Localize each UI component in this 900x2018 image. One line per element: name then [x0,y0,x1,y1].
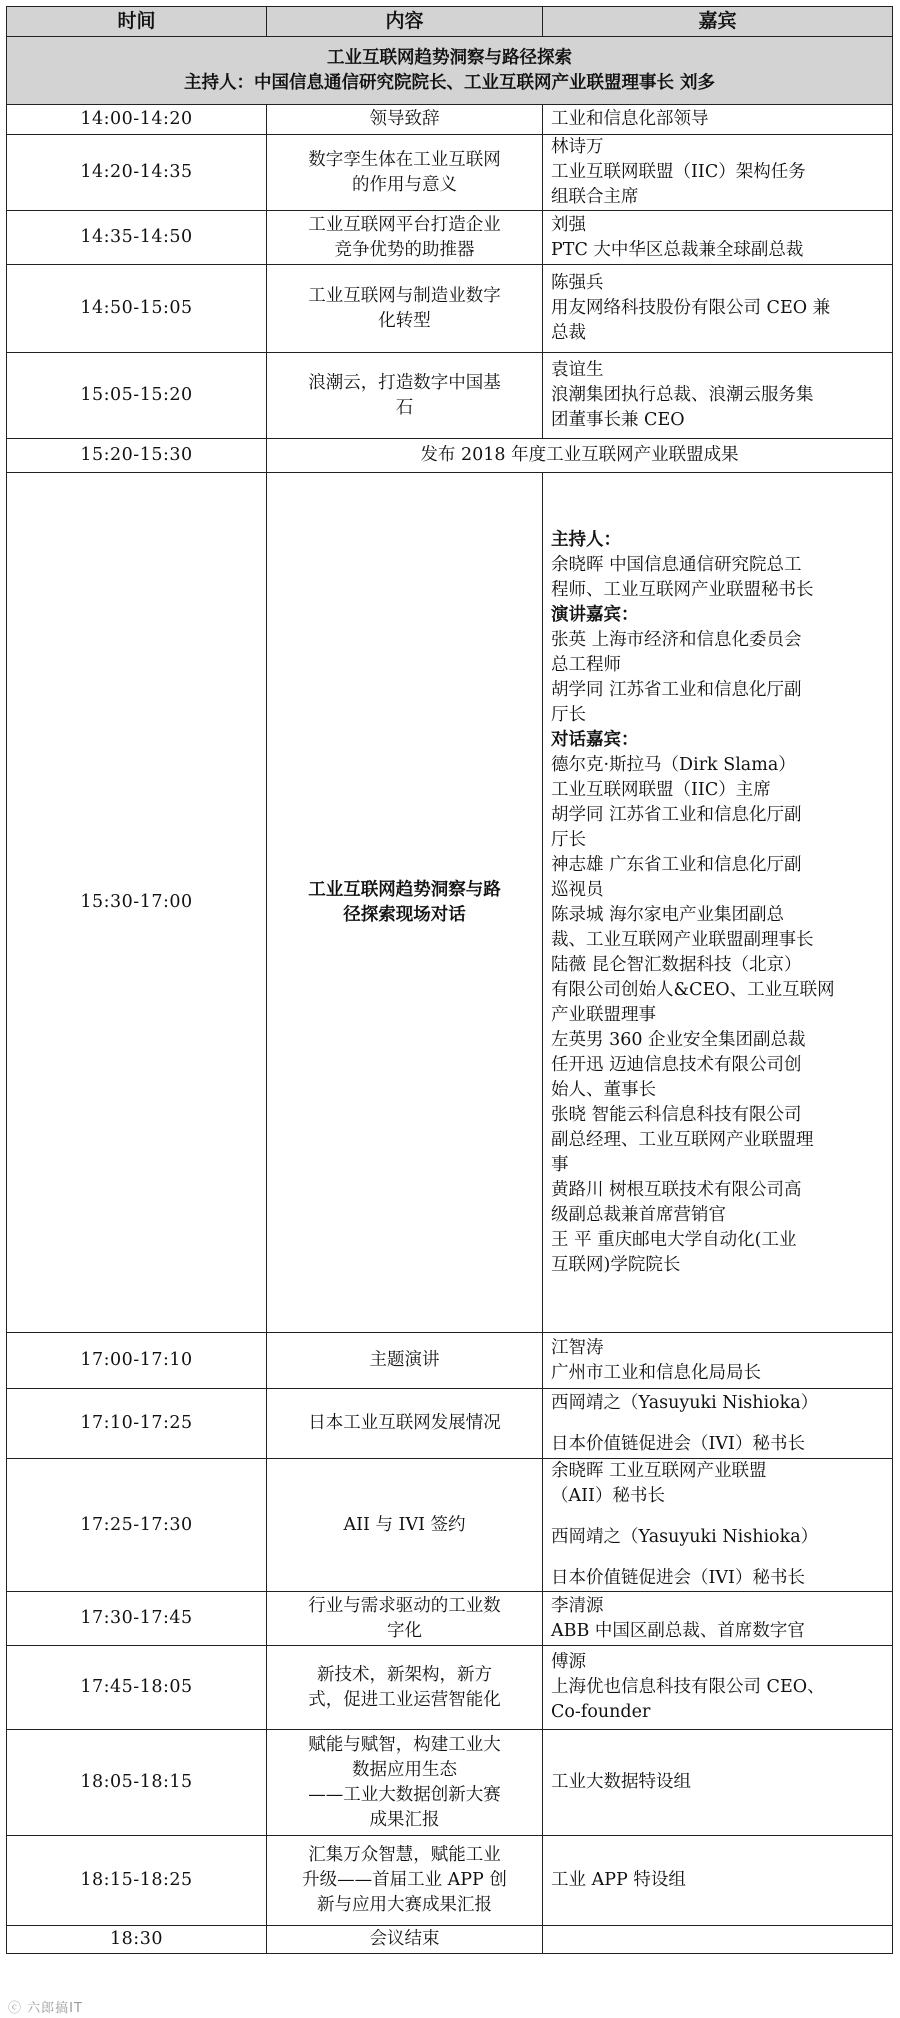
text-line: 总工程师 [551,654,621,675]
time-cell: 18:05-18:15 [7,1730,267,1836]
text-line: 工业大数据特设组 [551,1772,691,1792]
text-line: 式，促进工业运营智能化 [308,1689,501,1710]
text-line: 工业互联网联盟（IIC）主席 [551,779,771,800]
guest-group-label: 主持人： [551,529,621,550]
text-line: 行业与需求驱动的工业数 [308,1595,501,1616]
time-cell: 15:05-15:20 [7,353,267,439]
text-line: 汇集万众智慧，赋能工业 [308,1845,501,1865]
text-line: 赋能与赋智，构建工业大 [308,1734,501,1755]
content-cell [267,211,543,265]
text-line: Co-founder [551,1702,651,1722]
text-line: 的作用与意义 [352,174,457,195]
text-line: 化转型 [378,310,431,331]
guest-group-label: 对话嘉宾： [551,729,639,750]
content-cell [267,1389,543,1459]
text-line: 张英 上海市经济和信息化委员会 [551,629,802,650]
text-line: 升级——首届工业 APP 创 [302,1870,507,1890]
content-cell [267,1646,543,1730]
guest-cell [543,1389,893,1459]
table-row [7,1389,893,1459]
text-line: 巡视员 [551,879,604,900]
text-line: 副总经理、工业互联网产业联盟理 [551,1129,814,1150]
text-line: 任开迅 迈迪信息技术有限公司创 [551,1054,802,1075]
text-line: 新与应用大赛成果汇报 [317,1895,492,1915]
text-line: 袁谊生 [551,360,604,380]
section-title: 工业互联网趋势洞察与路径探索 [327,47,572,68]
text-line: 工业 APP 特设组 [551,1870,686,1890]
time-cell: 17:30-17:45 [7,1592,267,1646]
text-line: 江智涛 [551,1337,604,1358]
guest-group-label: 演讲嘉宾： [551,604,639,625]
table-row [7,1592,893,1646]
guest-cell [543,135,893,211]
table-row [7,1730,893,1836]
text-line: 组联合主席 [551,187,639,207]
text-line [551,1550,887,1566]
text-line: 西岡靖之（Yasuyuki Nishioka） [551,1392,819,1413]
content-cell [267,473,543,1333]
text-line: 字化 [387,1620,422,1641]
guest-cell [543,353,893,439]
text-line: 浪潮云，打造数字中国基 [308,372,501,393]
table-row [7,1646,893,1730]
time-cell: 15:20-15:30 [7,439,267,473]
time-cell: 17:00-17:10 [7,1333,267,1389]
text-line: 胡学同 江苏省工业和信息化厅副 [551,804,802,825]
content-cell [267,1459,543,1592]
text-line: 工业和信息化部领导 [551,109,709,129]
section-host: 主持人：中国信息通信研究院院长、工业互联网产业联盟理事长 刘多 [183,72,716,93]
content-cell [267,135,543,211]
guest-cell [543,1730,893,1836]
time-cell: 18:15-18:25 [7,1836,267,1926]
text-line: 余晓晖 中国信息通信研究院总工 [551,554,802,575]
text-line: 李清源 [551,1595,604,1616]
text-line: 日本价值链促进会（IVI）秘书长 [551,1568,805,1588]
header-guest: 嘉宾 [543,7,893,37]
text-line: 左英男 360 企业安全集团副总裁 [551,1029,806,1050]
guest-cell [543,1836,893,1926]
watermark: ⓒ 六郎搞IT [8,2001,83,2016]
table-row [7,1459,893,1592]
announcement-cell: 发布 2018 年度工业互联网产业联盟成果 [267,439,893,473]
text-line: 林诗万 [551,137,604,157]
table-row [7,135,893,211]
text-line: 团董事长兼 CEO [551,410,685,430]
text-line: 程师、工业互联网产业联盟秘书长 [551,579,814,600]
time-cell: 17:25-17:30 [7,1459,267,1592]
content-cell [267,1836,543,1926]
text-line: 张晓 智能云科信息科技有限公司 [551,1104,802,1125]
text-line: 胡学同 江苏省工业和信息化厅副 [551,679,802,700]
text-line: 刘强 [551,214,586,235]
guest-cell [543,211,893,265]
text-line: 石 [395,397,414,418]
text-line: 德尔克·斯拉马（Dirk Slama） [551,754,796,775]
text-line: 王 平 重庆邮电大学自动化(工业 [551,1229,797,1250]
table-row [7,211,893,265]
text-line: 日本工业互联网发展情况 [308,1413,501,1433]
text-line: ABB 中国区副总裁、首席数字官 [551,1620,805,1641]
header-time: 时间 [7,7,267,37]
text-line: 领导致辞 [369,109,440,129]
table-row [7,1333,893,1389]
text-line: 始人、董事长 [551,1079,656,1100]
text-line: （AII）秘书长 [551,1486,665,1506]
text-line: 陆薇 昆仑智汇数据科技（北京） [551,954,802,975]
text-line: 黄路川 树根互联技术有限公司高 [551,1179,802,1200]
time-cell: 18:30 [7,1926,267,1954]
content-cell [267,1592,543,1646]
guest-cell [543,473,893,1333]
guest-cell [543,1646,893,1730]
text-line: 主题演讲 [369,1350,440,1370]
text-line: 浪潮集团执行总裁、浪潮云服务集 [551,385,814,405]
text-line: 工业互联网趋势洞察与路 [308,879,501,900]
text-line: 有限公司创始人&CEO、工业互联网 [551,979,835,1000]
section-cell [7,37,893,105]
time-cell: 15:30-17:00 [7,473,267,1333]
table-row [7,105,893,135]
text-line: 傅源 [551,1652,586,1672]
table-row [7,439,893,473]
guest-cell [543,1926,893,1954]
guest-cell [543,105,893,135]
content-cell [267,1333,543,1389]
table-row [7,1926,893,1954]
text-line: 余晓晖 工业互联网产业联盟 [551,1461,767,1481]
agenda-table [6,6,893,1954]
text-line: 会议结束 [369,1929,440,1949]
time-cell: 14:50-15:05 [7,265,267,353]
header-content: 内容 [267,7,543,37]
text-line: 用友网络科技股份有限公司 CEO 兼 [551,298,831,318]
guest-cell [543,1333,893,1389]
table-row [7,353,893,439]
text-line: 竞争优势的助推器 [334,239,475,260]
text-line: 工业互联网联盟（IIC）架构任务 [551,162,806,182]
text-line: 日本价值链促进会（IVI）秘书长 [551,1433,805,1454]
guest-cell [543,1459,893,1592]
text-line [551,1509,887,1525]
text-line: PTC 大中华区总裁兼全球副总裁 [551,239,804,260]
content-cell [267,265,543,353]
content-cell [267,105,543,135]
text-line [551,1416,887,1432]
content-cell [267,1926,543,1954]
text-line: 数字孪生体在工业互联网 [308,149,501,170]
text-line: 陈强兵 [551,273,604,293]
text-line: 西岡靖之（Yasuyuki Nishioka） [551,1527,819,1547]
text-line: 新技术，新架构，新方 [317,1664,492,1685]
text-line: 互联网)学院院长 [551,1254,681,1275]
text-line: 数据应用生态 [352,1759,457,1780]
text-line: 事 [551,1154,569,1175]
text-line: 上海优也信息科技有限公司 CEO、 [551,1677,825,1697]
time-cell: 17:45-18:05 [7,1646,267,1730]
text-line: 工业互联网平台打造企业 [308,214,501,235]
text-line: 神志雄 广东省工业和信息化厅副 [551,854,802,875]
text-line: ——工业大数据创新大赛 [308,1784,501,1805]
text-line: 成果汇报 [369,1809,440,1830]
content-cell [267,353,543,439]
text-line: 厅长 [551,829,586,850]
time-cell: 14:20-14:35 [7,135,267,211]
time-cell: 14:35-14:50 [7,211,267,265]
text-line: 产业联盟理事 [551,1004,656,1025]
time-cell: 17:10-17:25 [7,1389,267,1459]
text-line: 工业互联网与制造业数字 [308,285,501,306]
text-line: 裁、工业互联网产业联盟副理事长 [551,929,814,950]
text-line: 厅长 [551,704,586,725]
header-row [7,7,893,37]
section-row [7,37,893,105]
table-row [7,1836,893,1926]
time-cell: 14:00-14:20 [7,105,267,135]
text-line: 级副总裁兼首席营销官 [551,1204,726,1225]
text-line: 径探索现场对话 [343,904,466,925]
text-line: 总裁 [551,323,586,343]
content-cell [267,1730,543,1836]
table-row [7,265,893,353]
text-line: 陈录城 海尔家电产业集团副总 [551,904,785,925]
text-line: AII 与 IVI 签约 [343,1514,466,1535]
guest-cell [543,1592,893,1646]
guest-cell [543,265,893,353]
text-line: 广州市工业和信息化局局长 [551,1362,761,1383]
table-row [7,473,893,1333]
